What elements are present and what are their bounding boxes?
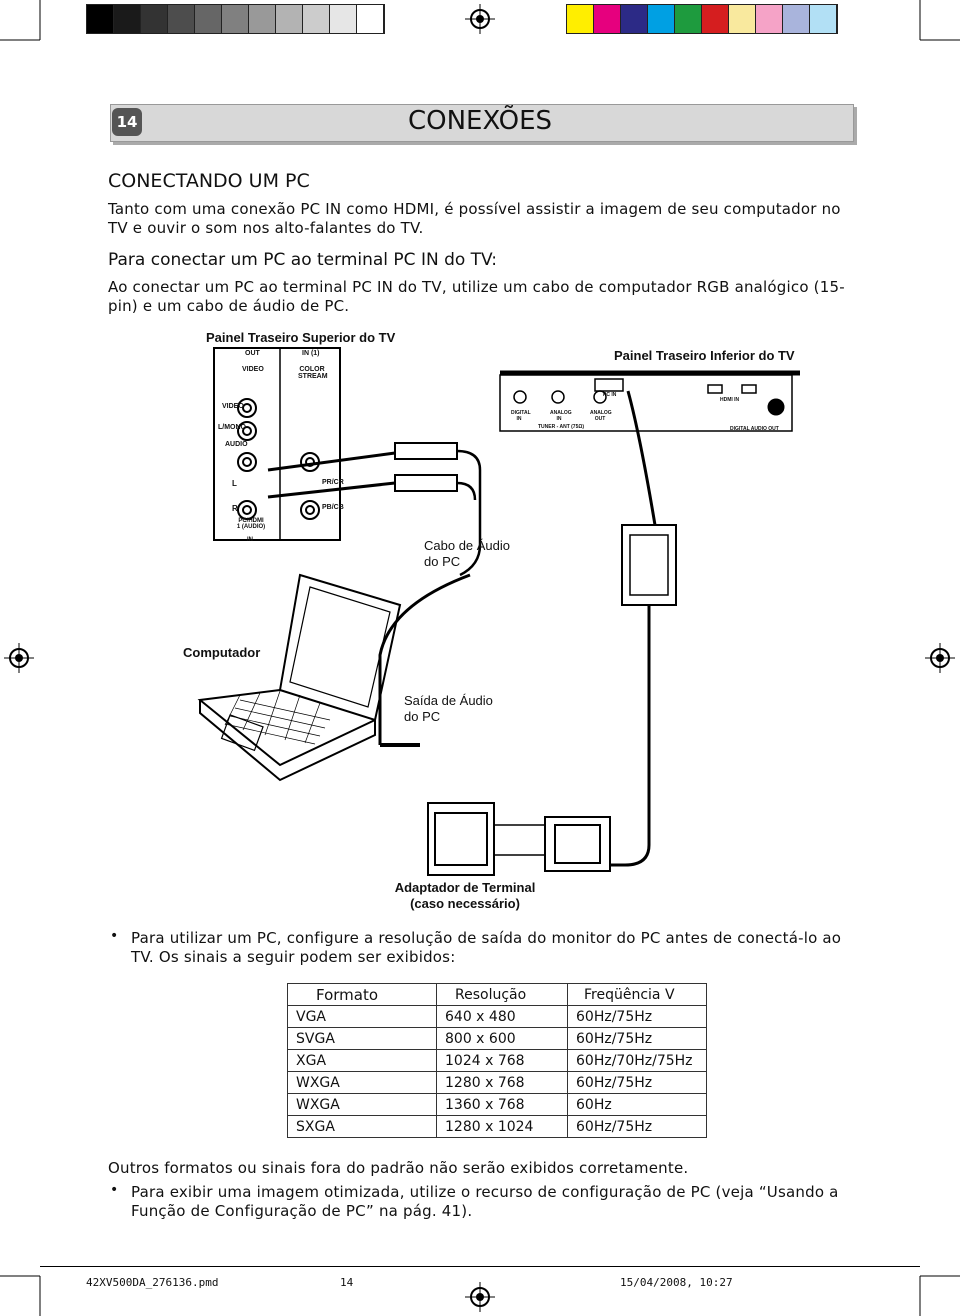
resolution-cell: 800 x 600	[437, 1028, 568, 1050]
laptop-drawing	[200, 575, 420, 780]
adapter-label: Adaptador de Terminal (caso necessário)	[394, 880, 536, 911]
bullet-dot: •	[110, 928, 119, 944]
format-cell: VGA	[288, 1006, 437, 1028]
connection-diagram	[180, 325, 800, 925]
format-cell: SXGA	[288, 1116, 437, 1138]
registration-mark-right	[925, 643, 955, 673]
upper-panel-in2-text: IN	[247, 537, 253, 543]
resolution-cell: 640 x 480	[437, 1006, 568, 1028]
upper-panel-pb-text: PB/CB	[322, 504, 344, 511]
lower-panel-drawing	[500, 373, 800, 431]
table-row	[288, 1072, 707, 1094]
lower-panel-pcin-text: PC IN	[603, 392, 617, 398]
bullet-dot-2: •	[110, 1182, 119, 1198]
audio-cable-label: Cabo de Áudio do PC	[424, 538, 511, 569]
gray-swatch	[195, 5, 222, 33]
color-swatch	[621, 5, 648, 33]
resolution-cell: 1024 x 768	[437, 1050, 568, 1072]
lower-panel-digitalin-text: DIGITAL IN	[511, 410, 531, 422]
lower-panel-tuner-text: TUNER - ANT (75Ω)	[538, 424, 585, 430]
registration-mark-top	[465, 4, 495, 34]
table-header-resolution: Resolução	[437, 984, 568, 1006]
table-header-format: Formato	[288, 984, 437, 1006]
registration-mark-left	[4, 643, 34, 673]
gray-swatch	[114, 5, 141, 33]
color-swatch	[810, 5, 837, 33]
table-row	[288, 1006, 707, 1028]
frequency-cell: 60Hz/70Hz/75Hz	[568, 1050, 707, 1072]
lower-panel-analogout-text: ANALOG OUT	[590, 410, 612, 422]
upper-panel-video-text: VIDEO	[242, 366, 264, 373]
table-row	[288, 1116, 707, 1138]
adapter-drawing	[428, 803, 610, 875]
color-swatch	[648, 5, 675, 33]
upper-panel-l-text: L	[232, 479, 237, 488]
page-number-badge: 14	[112, 108, 142, 136]
upper-panel-pr-text: PR/CR	[322, 479, 344, 486]
section-title: CONECTANDO UM PC	[108, 170, 310, 192]
footer-page: 14	[340, 1276, 354, 1289]
audio-out-label: Saída de Áudio do PC	[404, 693, 493, 724]
footer-date: 15/04/2008, 10:27	[620, 1276, 733, 1289]
format-cell: SVGA	[288, 1028, 437, 1050]
table-row	[288, 1094, 707, 1116]
gray-swatch	[303, 5, 330, 33]
gray-swatch	[276, 5, 303, 33]
gray-swatch	[249, 5, 276, 33]
color-swatch-bar	[566, 4, 838, 34]
color-swatch	[594, 5, 621, 33]
vga-cable-drawing	[600, 391, 676, 865]
frequency-cell: 60Hz/75Hz	[568, 1028, 707, 1050]
footer-file: 42XV500DA_276136.pmd	[86, 1276, 219, 1289]
gray-swatch-bar	[86, 4, 385, 34]
upper-panel-in-text: IN (1)	[302, 350, 320, 357]
color-swatch	[729, 5, 756, 33]
note-text: Outros formatos ou sinais fora do padrão não serão exibidos corretamente.	[108, 1159, 689, 1177]
resolution-table	[287, 983, 707, 1138]
color-swatch	[783, 5, 810, 33]
upper-panel-out-text: OUT	[245, 350, 260, 357]
bullet-resolution-text: Para utilizar um PC, configure a resolução de saída do monitor do PC antes de conectá-lo ao TV. Os sinais a seguir podem ser exibidos:	[131, 929, 842, 966]
upper-panel-label: Painel Traseiro Superior do TV	[206, 330, 396, 345]
upper-panel-r-text: R	[232, 504, 238, 513]
page-title: CONEXÕES	[407, 106, 553, 136]
footer-rule	[40, 1266, 920, 1267]
upper-panel-pchdmi-text: PC/HDMI 1 (AUDIO)	[236, 518, 266, 530]
format-cell: WXGA	[288, 1072, 437, 1094]
table-row	[288, 1050, 707, 1072]
gray-swatch	[222, 5, 249, 33]
gray-swatch	[168, 5, 195, 33]
frequency-cell: 60Hz	[568, 1094, 707, 1116]
table-header-frequency: Freqüência V	[568, 984, 707, 1006]
lower-panel-digitalaudioout-text: DIGITAL AUDIO OUT	[730, 426, 779, 432]
upper-panel-video2-text: VIDEO	[222, 403, 244, 410]
upper-panel-audio-text: AUDIO	[225, 441, 248, 448]
color-swatch	[567, 5, 594, 33]
resolution-cell: 1360 x 768	[437, 1094, 568, 1116]
frequency-cell: 60Hz/75Hz	[568, 1072, 707, 1094]
computer-label: Computador	[183, 645, 261, 660]
bullet-optimized-text: Para exibir uma imagem otimizada, utilize o recurso de configuração de PC (veja “Usando a Função de Configuração de PC” na pág. 41).	[131, 1183, 839, 1220]
frequency-cell: 60Hz/75Hz	[568, 1116, 707, 1138]
gray-swatch	[330, 5, 357, 33]
format-cell: XGA	[288, 1050, 437, 1072]
table-header-row	[288, 984, 707, 1006]
format-cell: WXGA	[288, 1094, 437, 1116]
upper-panel-colorstream-text: COLOR STREAM	[298, 366, 328, 380]
resolution-cell: 1280 x 768	[437, 1072, 568, 1094]
table-row	[288, 1028, 707, 1050]
color-swatch	[702, 5, 729, 33]
subheading: Para conectar um PC ao terminal PC IN do TV:	[108, 250, 498, 270]
gray-swatch	[357, 5, 384, 33]
frequency-cell: 60Hz/75Hz	[568, 1006, 707, 1028]
lower-panel-hdmiin-text: HDMI IN	[720, 397, 740, 403]
lower-panel-label: Painel Traseiro Inferior do TV	[614, 348, 795, 363]
gray-swatch	[141, 5, 168, 33]
instruction-paragraph: Ao conectar um PC ao terminal PC IN do TV, utilize um cabo de computador RGB analógico (15-pin) e um cabo de áudio de PC.	[108, 278, 845, 315]
color-swatch	[675, 5, 702, 33]
color-swatch	[756, 5, 783, 33]
registration-mark-bottom	[465, 1282, 495, 1312]
upper-panel-lmono-text: L/MONO	[218, 424, 246, 431]
gray-swatch	[87, 5, 114, 33]
resolution-cell: 1280 x 1024	[437, 1116, 568, 1138]
lower-panel-analogin-text: ANALOG IN	[550, 410, 572, 422]
intro-paragraph: Tanto com uma conexão PC IN como HDMI, é possível assistir a imagem de seu computador no TV e ouvir o som nos alto-falantes do TV.	[108, 200, 841, 237]
